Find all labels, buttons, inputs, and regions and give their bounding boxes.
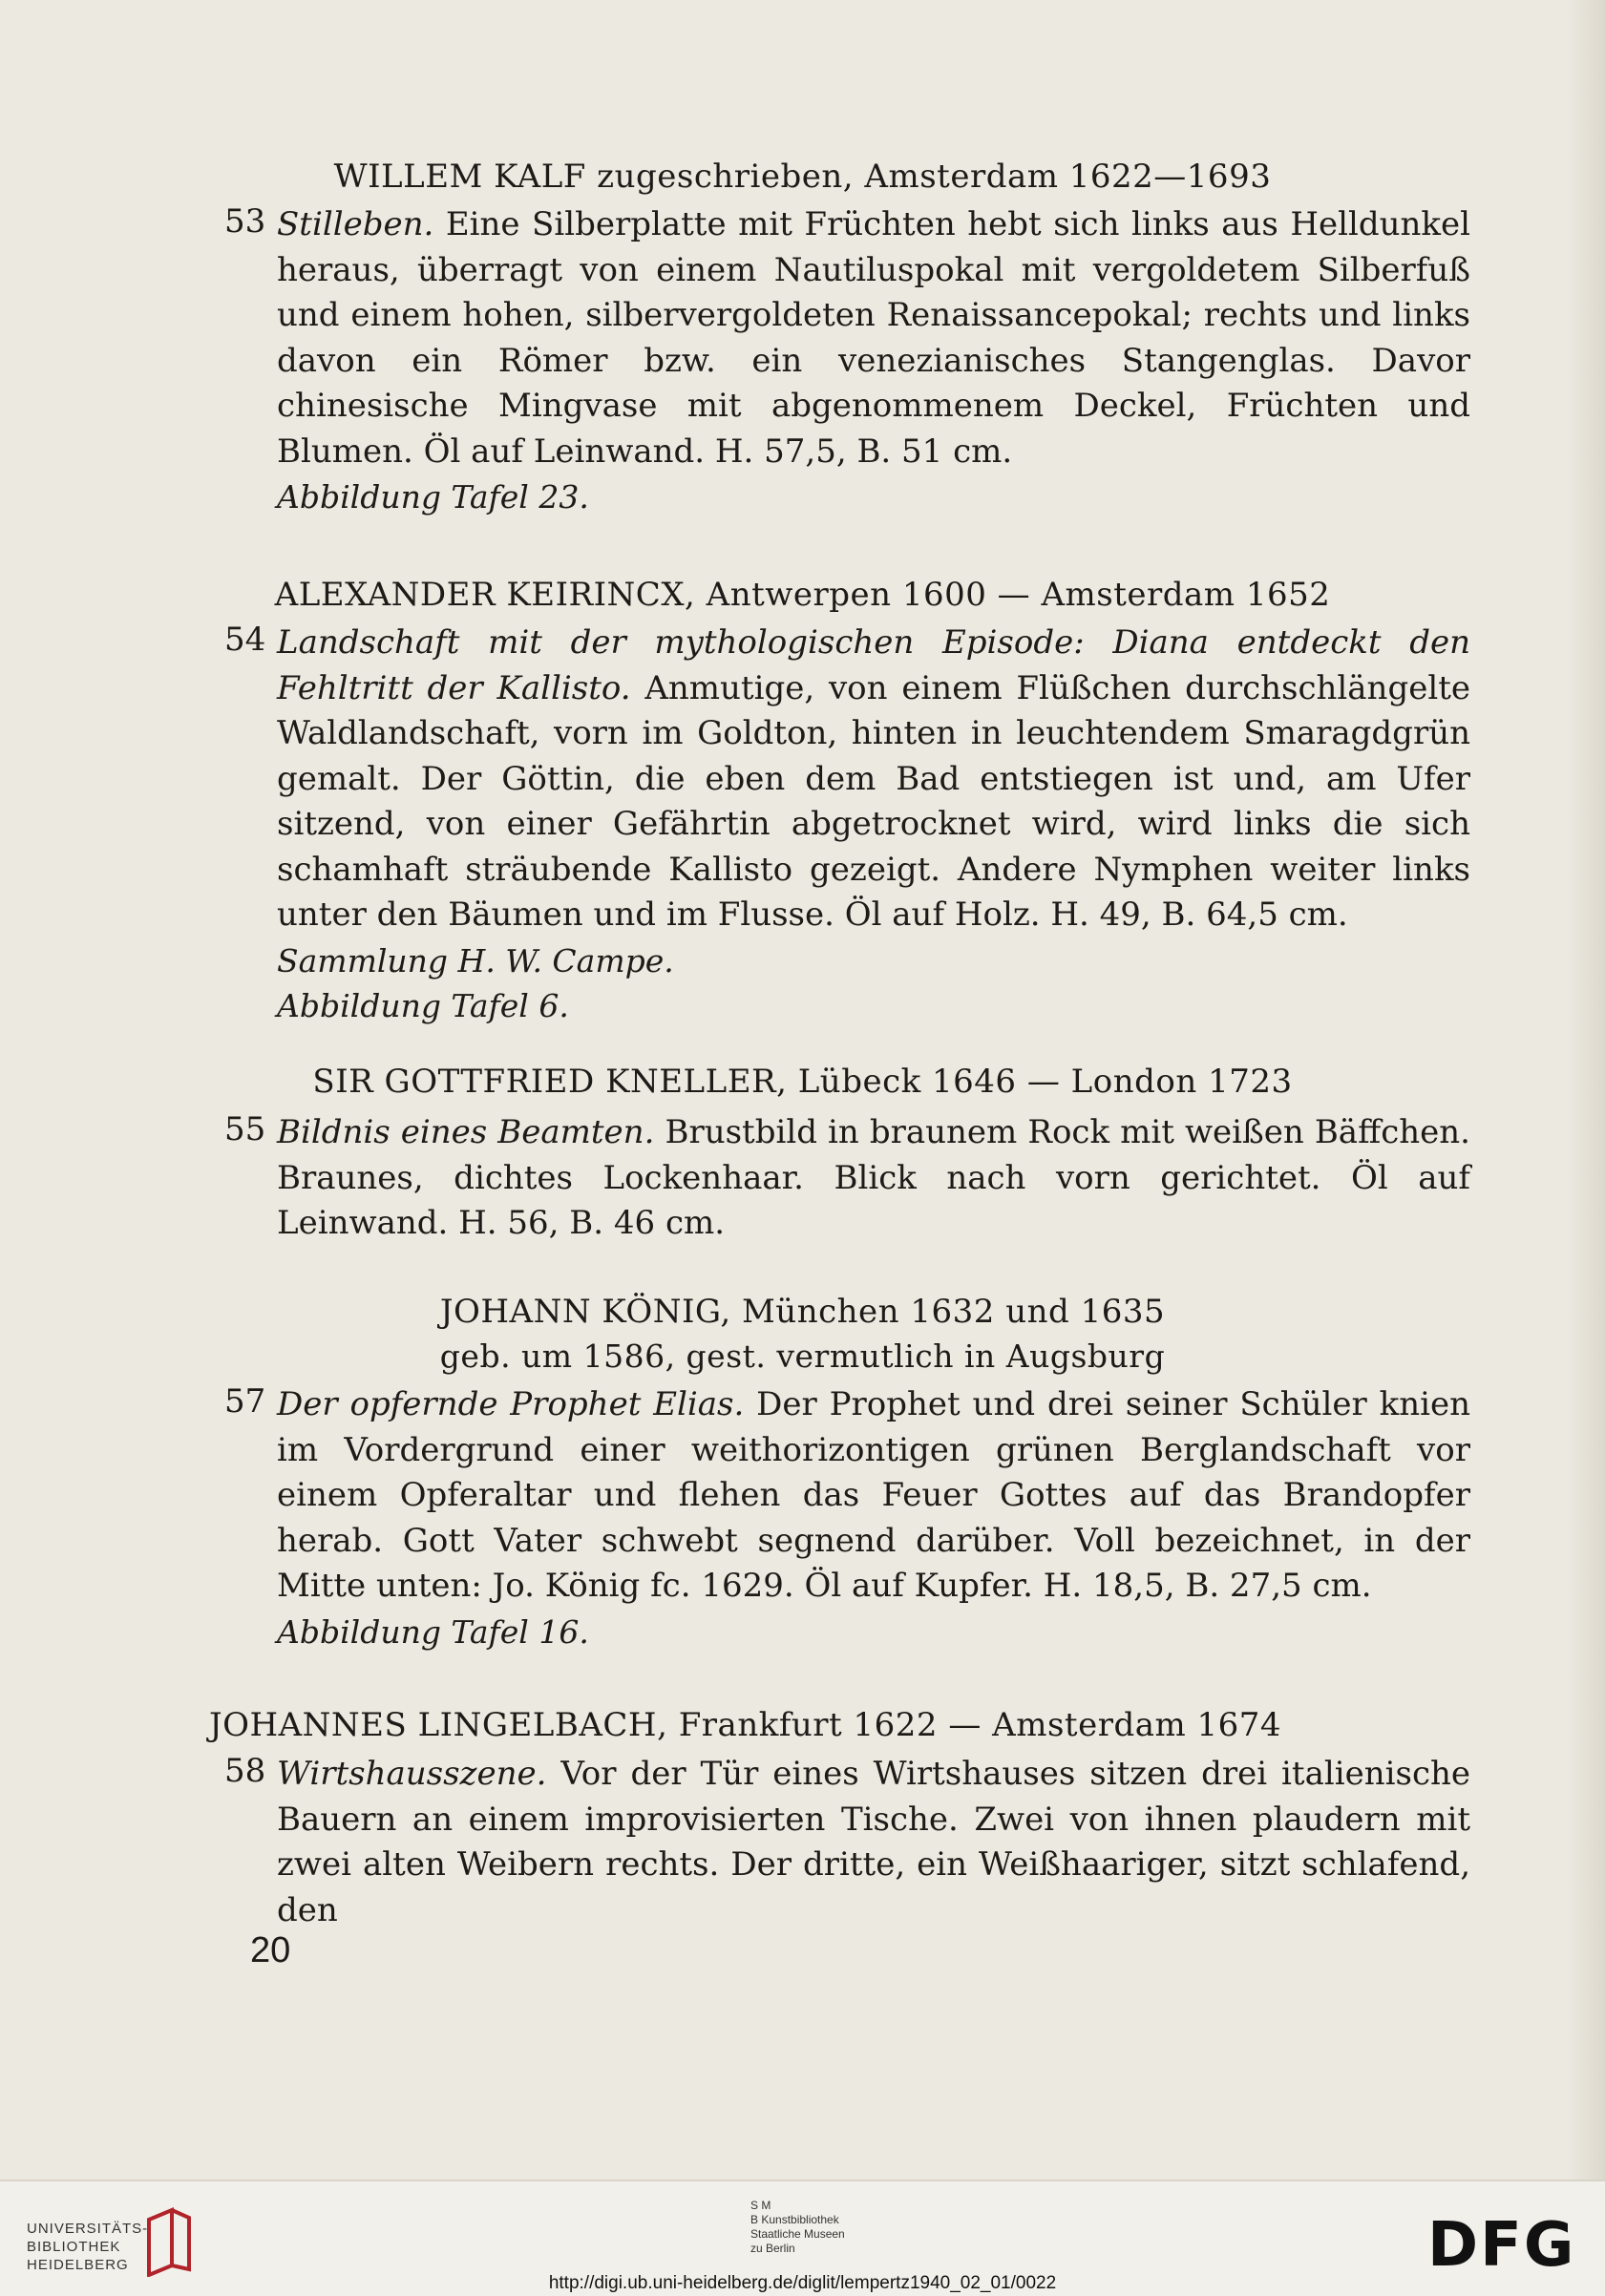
entry-title: Stilleben. xyxy=(277,205,434,243)
dfg-logo: DFG xyxy=(1427,2210,1576,2281)
entry-text: Vor der Tür eines Wirtshauses sitzen drei italienische Bauern an einem improvisierten Tische. Zwei von ihnen plaudern mit zwei alten Weibern rechts. Der dritte, ein Weißhaariger, sitzt schlafend, den xyxy=(277,1755,1471,1929)
catalog-entry-53 xyxy=(224,202,1470,520)
artist-heading-kalf: WILLEM KALF zugeschrieben, Amsterdam 1622—1693 xyxy=(333,158,1272,196)
entry-title: Bildnis eines Beamten. xyxy=(277,1113,655,1151)
catalog-entry-55 xyxy=(224,1110,1470,1247)
entry-text: Eine Silberplatte mit Früchten hebt sich links aus Helldunkel heraus, überragt von einem Nautiluspokal mit vergoldetem Silberfuß und einem hohen, silbervergoldeten Renaissancepokal; rechts und links davon ein Römer bzw. ein venezianisches Stangenglas. Davor chinesische Mingvase mit abgenommenem Deckel, Früchten und Blumen. Öl auf Leinwand. H. 57,5, B. 51 cm. xyxy=(277,205,1470,471)
catalog-entry-54 xyxy=(224,621,1471,1029)
artist-heading-kneller: SIR GOTTFRIED KNELLER, Lübeck 1646 — London 1723 xyxy=(312,1063,1293,1101)
entry-text: Brustbild in braunem Rock mit weißen Bäffchen. Braunes, dichtes Lockenhaar. Blick nach vorn gerichtet. Öl auf Leinwand. H. 56, B. 46 cm. xyxy=(277,1113,1470,1242)
entry-description xyxy=(277,1752,1470,1933)
stamp-line: Staatliche Museen xyxy=(750,2227,845,2241)
entry-illustration-ref: Abbildung Tafel 6. xyxy=(277,987,569,1024)
artist-heading-koenig: JOHANN KÖNIG, München 1632 und 1635 xyxy=(439,1293,1166,1331)
library-logo-icon xyxy=(143,2206,195,2277)
library-name xyxy=(27,2220,148,2274)
page-number: 20 xyxy=(250,1930,291,1970)
entry-number: 53 xyxy=(224,202,266,241)
artist-heading-lingelbach: JOHANNES LINGELBACH, Frankfurt 1622 — Amsterdam 1674 xyxy=(208,1706,1282,1744)
kunstbibliothek-stamp xyxy=(750,2199,845,2256)
permalink-url[interactable]: http://digi.ub.uni-heidelberg.de/diglit/lempertz1940_02_01/0022 xyxy=(548,2273,1057,2293)
entry-illustration-ref: Abbildung Tafel 16. xyxy=(277,1612,589,1651)
entry-description xyxy=(277,621,1470,938)
artist-heading-keirincx: ALEXANDER KEIRINCX, Antwerpen 1600 — Amsterdam 1652 xyxy=(274,576,1331,614)
entry-number: 54 xyxy=(224,621,266,659)
entry-description xyxy=(277,1382,1470,1610)
library-name-line: BIBLIOTHEK xyxy=(27,2239,121,2255)
entry-title: Wirtshausszene. xyxy=(277,1755,547,1793)
entry-title: Landschaft mit der mythologischen Episode: Diana entdeckt den Fehltritt der Kallisto. xyxy=(277,623,1470,707)
entry-number: 57 xyxy=(224,1382,266,1421)
catalog-entry-57 xyxy=(224,1382,1471,1654)
entry-illustration-ref: Abbildung Tafel 23. xyxy=(277,478,589,516)
entry-text: Anmutige, von einem Flüßchen durchschlängelte Waldlandschaft, vorn im Goldton, hinten in leuchtendem Smaragdgrün gemalt. Der Göttin, die eben dem Bad entstiegen ist und, am Ufer sitzend, von einer Gefährtin abgetrocknet wird, wird links die sich schamhaft sträubende Kallisto gezeigt. Andere Nymphen weiter links unter den Bäumen und im Flusse. Öl auf Holz. H. 49, B. 64,5 cm. xyxy=(277,668,1471,934)
entry-number: 58 xyxy=(224,1752,266,1790)
entry-number: 55 xyxy=(224,1110,266,1148)
entry-title: Der opfernde Prophet Elias. xyxy=(277,1385,745,1423)
stamp-line: zu Berlin xyxy=(750,2242,795,2255)
library-name-line: HEIDELBERG xyxy=(27,2257,129,2273)
entry-description xyxy=(277,202,1470,474)
stamp-line: S M xyxy=(750,2199,771,2212)
artist-subheading-koenig: geb. um 1586, gest. vermutlich in Augsburg xyxy=(439,1338,1166,1375)
entry-description xyxy=(277,1110,1470,1247)
entry-provenance: Sammlung H. W. Campe. xyxy=(277,941,674,979)
catalog-entry-58 xyxy=(224,1752,1471,1933)
entry-text: Der Prophet und drei seiner Schüler knien im Vordergrund einer weithorizontigen grünen Berglandschaft vor einem Opferaltar und flehen das Feuer Gottes auf das Brandopfer herab. Gott Vater schwebt segnend darüber. Voll bezeichnet, in der Mitte unten: Jo. König fc. 1629. Öl auf Kupfer. H. 18,5, B. 27,5 cm. xyxy=(277,1385,1471,1605)
stamp-line: B Kunstbibliothek xyxy=(750,2213,839,2226)
viewer-footer xyxy=(0,2180,1605,2296)
library-name-line: UNIVERSITÄTS- xyxy=(27,2221,149,2237)
